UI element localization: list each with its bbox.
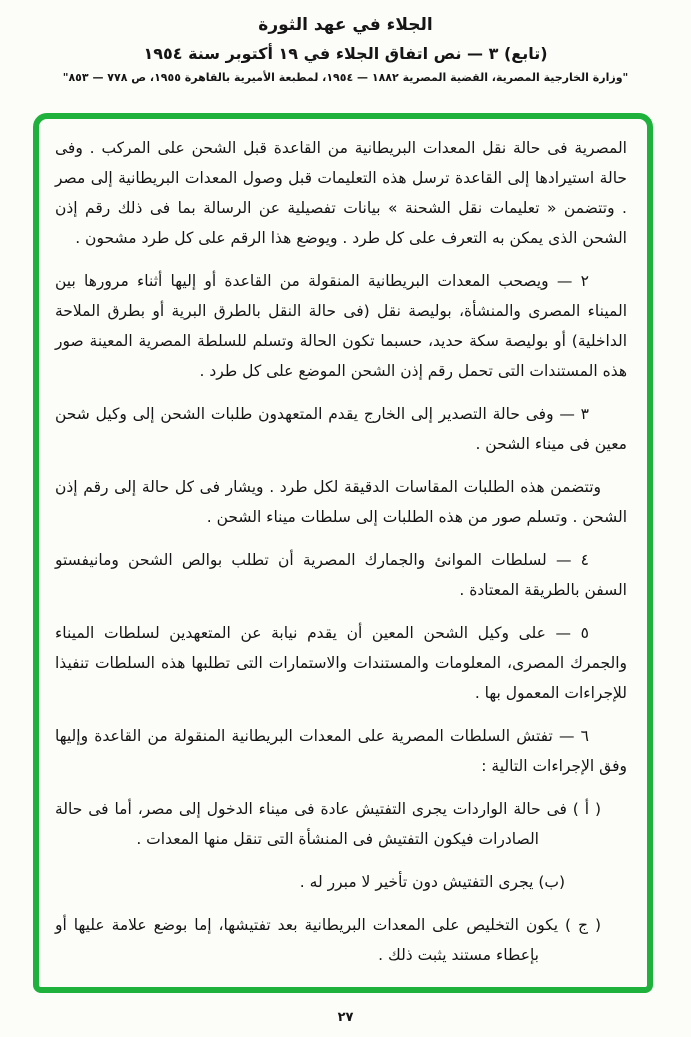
body-paragraph: ( ج ) يكون التخليص على المعدات البريطانية بعد تفتيشها، إما بوضع علامة عليها أو بإعطاء مستند يثبت ذلك . — [55, 916, 601, 964]
body-paragraph: ٣ — وفى حالة التصدير إلى الخارج يقدم المتعهدون طلبات الشحن إلى وكيل شحن معين فى ميناء الشحن . — [55, 405, 627, 453]
body-paragraph: (ب) يجرى التفتيش دون تأخير لا مبرر له . — [299, 873, 565, 891]
body-text — [55, 133, 627, 970]
body-paragraph: ٥ — على وكيل الشحن المعين أن يقدم نيابة عن المتعهدين لسلطات الميناء والجمرك المصرى، المعلومات والمستندات والاستمارات التى تطلبها هذه السلطات تنفيذا للإجراءات المعمول بها . — [55, 624, 627, 702]
body-paragraph: ٤ — لسلطات الموانئ والجمارك المصرية أن تطلب بوالص الشحن ومانيفستو السفن بالطريقة المعتادة . — [55, 551, 627, 599]
highlighted-text-box — [33, 113, 653, 993]
body-paragraph: ٦ — تفتش السلطات المصرية على المعدات البريطانية المنقولة من القاعدة وإليها وفق الإجراءات التالية : — [55, 727, 627, 775]
page-number: ٢٧ — [337, 1010, 354, 1025]
body-paragraph: ٢ — ويصحب المعدات البريطانية المنقولة من القاعدة أو إليها أثناء مرورها بين الميناء المصرى والمنشأة، بوليصة نقل (فى حالة النقل بالطرق البرية أو بطرق الملاحة الداخلية) أو بوليصة سكة حديد، حسبما تكون الحالة وتسلم للسلطة المصرية المعينة صور هذه المستندات التى تحمل رقم إذن الشحن الموضع على كل طرد . — [55, 272, 627, 380]
body-paragraph: ( أ ) فى حالة الواردات يجرى التفتيش عادة فى ميناء الدخول إلى مصر، أما فى حالة الصادرات فيكون التفتيش فى المنشأة التى تنقل منها المعدات . — [55, 800, 601, 848]
body-paragraph: وتتضمن هذه الطلبات المقاسات الدقيقة لكل طرد . ويشار فى كل حالة إلى رقم إذن الشحن . وتسلم صور من هذه الطلبات إلى سلطات ميناء الشحن . — [55, 478, 627, 526]
document-source-citation: "وزارة الخارجية المصرية، القضية المصرية ١٨٨٢ — ١٩٥٤، لمطبعة الأميرية بالقاهرة ١٩٥٥، ص ٧٧٨ — ٨٥٣" — [62, 71, 629, 84]
document-title: الجلاء في عهد الثورة — [258, 15, 433, 35]
body-paragraph: المصرية فى حالة نقل المعدات البريطانية من القاعدة قبل الشحن على المركب . وفى حالة استيرادها إلى القاعدة ترسل هذه التعليمات قبل وصول المعدات البريطانية إلى مصر . وتتضمن « تعليمات نقل الشحنة » بيانات تفصيلية عن الرسالة بما فى ذلك رقم إذن الشحن الذى يمكن به التعرف على كل طرد . ويوضع هذا الرقم على كل طرد مشحون . — [55, 139, 627, 247]
page-header — [0, 0, 691, 86]
page-footer — [0, 1006, 691, 1025]
document-subtitle: (تابع) ٣ — نص اتفاق الجلاء في ١٩ أكتوبر سنة ١٩٥٤ — [143, 44, 548, 63]
